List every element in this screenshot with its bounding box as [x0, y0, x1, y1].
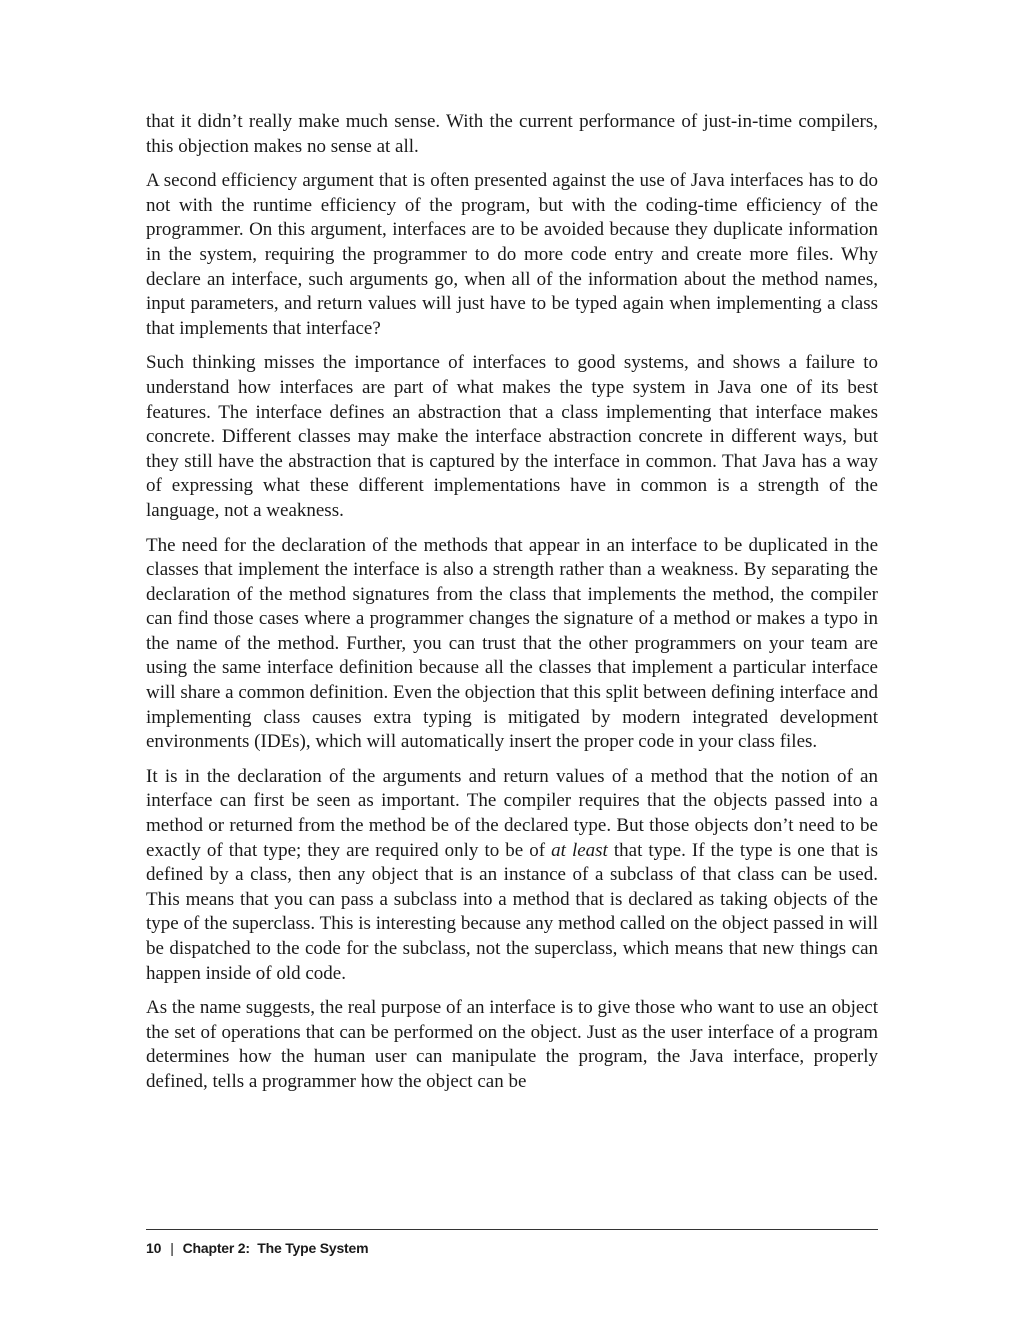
page-footer [146, 1240, 368, 1256]
emphasis-at-least: at least [551, 839, 608, 861]
paragraph-interface-importance: Such thinking misses the importance of interfaces to good systems, and shows a failure to understand how interfaces are part of what makes the type system in Java one of its best features. The interface defines an abstraction that a class implementing that interface makes concrete. Different classes may make the interface abstraction concrete in different ways, but they still have the abstraction that is captured by the interface in common. That Java has a way of expressing what these different implementations have in common is a strength of the language, not a weakness. [146, 352, 878, 521]
chapter-title: Chapter 2: The Type System [182, 1240, 369, 1256]
paragraph-declaration-strength: The need for the declaration of the methods that appear in an interface to be duplicated in the classes that implement the interface is also a strength rather than a weakness. By separating the declaration of the method signatures from the class that implements the method, the compiler can find those cases where a programmer changes the signature of a method or makes a typo in the name of the method. Further, you can trust that the other programmers on your team are using the same interface definition because all the classes that implement a particular interface will share a common definition. Even the objection that this split between defining interface and implementing class causes extra typing is mitigated by modern integrated development environments (IDEs), which will automatically insert the proper code in your class files. [146, 534, 878, 753]
paragraph-arguments-return-values [146, 765, 878, 986]
paragraph-jit-objection: that it didn’t really make much sense. With the current performance of just-in-time compilers, this objection makes no sense at all. [146, 111, 878, 157]
paragraph-real-purpose: As the name suggests, the real purpose of an interface is to give those who want to use an object the set of operations that can be performed on the object. Just as the user interface of a program determines how the human user can manipulate the program, the Java interface, properly defined, tells a programmer how the object can be [146, 997, 878, 1092]
paragraph-coding-efficiency: A second efficiency argument that is often presented against the use of Java interfaces has to do not with the runtime efficiency of the program, but with the coding-time efficiency of the programmer. On this argument, interfaces are to be avoided because they duplicate information in the system, requiring the programmer to do more code entry and create more files. Why declare an interface, such arguments go, when all of the information about the method names, input parameters, and return values will just have to be typed again when implementing a class that implements that interface? [146, 170, 878, 339]
text-segment: It is in the declaration of the arguments and return values of a method that the notion of an interface can first be seen as important. The compiler requires that the objects passed into a method or returned from the method be of the declared type. But those objects don’t need to be exactly of that type; they are required only to be of [146, 765, 878, 861]
page-body [146, 110, 878, 1105]
footer-divider [146, 1229, 878, 1230]
footer-separator: | [170, 1240, 174, 1256]
page-number: 10 [146, 1240, 162, 1256]
text-segment: that type. If the type is one that is defined by a class, then any object that is an instance of a subclass of that class can be used. This means that you can pass a subclass into a method that is declared as taking objects of the type of the superclass. This is interesting because any method called on the object passed in will be dispatched to the code for the subclass, not the superclass, which means that new things can happen inside of old code. [146, 839, 878, 984]
